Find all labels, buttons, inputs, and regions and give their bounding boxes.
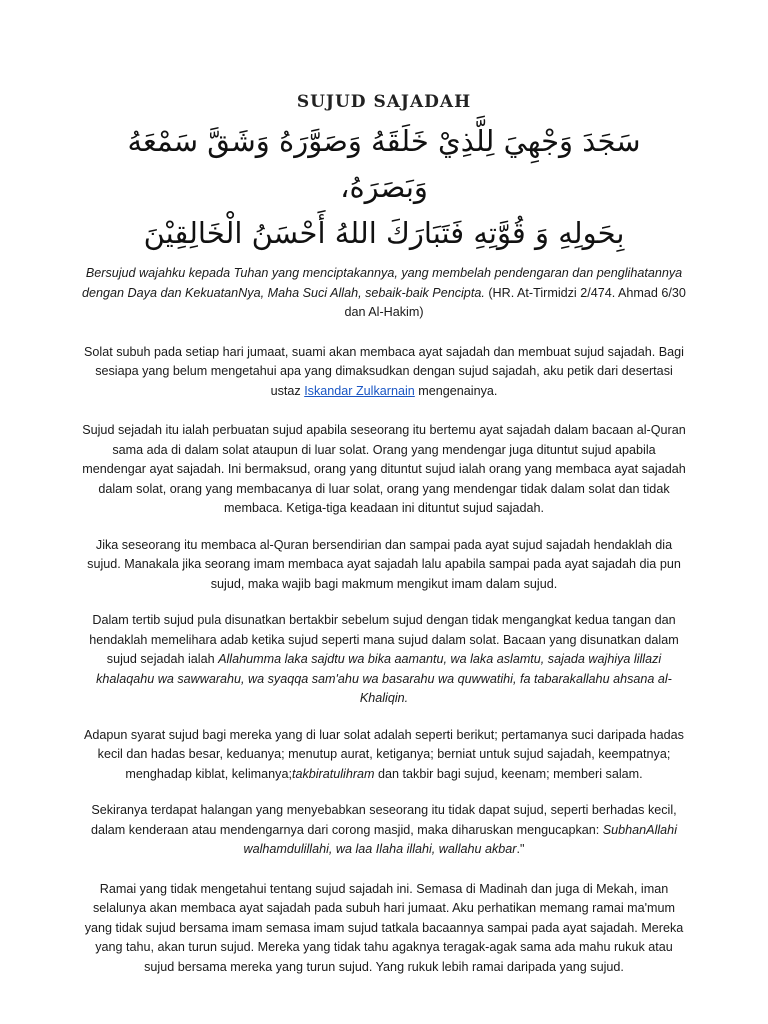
arabic-supplication [80, 118, 688, 256]
translation-paragraph [80, 264, 688, 323]
exemption-text-end: ." [516, 842, 525, 856]
translation-text: Bersujud wajahku kepada Tuhan yang menciptakannya, yang membelah pendengaran dan penglihatannya dengan Daya dan KekuatanNya, Maha Suci Allah, sebaik-baik Pencipta. [82, 266, 683, 300]
definition-paragraph: Sujud sejadah itu ialah perbuatan sujud apabila seseorang itu bertemu ayat sajadah dalam bacaan al-Quran sama ada di dalam solat ataupun di luar solat. Orang yang mendengar juga dituntut sujud apabila mendengar ayat sajadah. Ini bermaksud, orang yang dituntut sujud ialah orang yang membaca ayat sajadah dalam solat, orang yang membacanya di luar solat, orang yang mendengar tidak dalam solat dan tidak membaca. Ketiga-tiga keadaan ini dituntut sujud sajadah. [82, 423, 686, 515]
author-link[interactable]: Iskandar Zulkarnain [304, 383, 415, 398]
exemption-paragraph [80, 801, 688, 860]
tasbih-text: SubhanAllahi walhamdulillahi, wa laa Ilaha illahi, wallahu akbar [243, 822, 677, 856]
takbir-term: takbiratulihram [291, 766, 375, 781]
arabic-line-2: بِحَولِهِ وَ قُوَّتِهِ فَتَبَارَكَ اللهُ أَحْسَنُ الْخَالِقِيْنَ [143, 216, 625, 250]
intro-paragraph [80, 343, 688, 402]
page-title: SUJUD SAJADAH [296, 92, 472, 112]
exemption-text: Sekiranya terdapat halangan yang menyebabkan seseorang itu tidak dapat sujud, seperti berhadas kecil, dalam kenderaan atau mendengarnya dari corong masjid, maka diharuskan mengucapkan: [91, 803, 677, 837]
intro-text-end: mengenainya. [414, 383, 498, 398]
conditions-text-end: dan takbir bagi sujud, keenam; memberi salam. [374, 766, 643, 781]
conditions-paragraph [80, 726, 688, 785]
recitation-text: Allahumma laka sajdtu wa bika aamantu, wa laka aslamtu, sajada wajhiya lillazi khalaqahu wa sawwarahu, wa syaqqa sam'ahu wa basarahu wa quwwatihi, fa tabarakallahu ahsana al-Khaliqin. [96, 652, 672, 705]
conditions-text: Adapun syarat sujud bagi mereka yang di luar solat adalah seperti berikut; pertamanya suci daripada hadas kecil dan hadas besar, keduanya; menutup aurat, ketiganya; berniat untuk sujud sajadah, keempatnya; menghadap kiblat, kelimanya; [84, 727, 684, 781]
reading-alone-paragraph: Jika seseorang itu membaca al-Quran bersendirian dan sampai pada ayat sujud sajadah hendaklah dia sujud. Manakala jika seorang imam membaca ayat sajadah lalu apabila sampai pada ayat sajadah dia pun sujud, maka wajib bagi makmum mengikut imam dalam sujud. [87, 537, 681, 591]
hadith-reference: (HR. At-Tirmidzi 2/474. Ahmad 6/30 dan Al-Hakim) [344, 285, 686, 319]
procedure-text: Dalam tertib sujud pula disunatkan bertakbir sebelum sujud dengan tidak mengangkat kedua tangan dan hendaklah memelihara adab ketika sujud seperti mana sujud dalam solat. Bacaan yang disunatkan dalam sujud sejadah ialah [89, 613, 679, 666]
arabic-line-1: سَجَدَ وَجْهِيَ لِلَّذِيْ خَلَقَهُ وَصَوَّرَهُ وَشَقَّ سَمْعَهُ وَبَصَرَهُ، [127, 124, 641, 204]
intro-text: Solat subuh pada setiap hari jumaat, suami akan membaca ayat sajadah dan membuat sujud sajadah. Bagi sesiapa yang belum mengetahui apa yang dimaksudkan dengan sujud sajadah, aku petik dari desertasi ustaz [84, 344, 684, 398]
observation-paragraph: Ramai yang tidak mengetahui tentang sujud sajadah ini. Semasa di Madinah dan juga di Mekah, iman selalunya akan membaca ayat sajadah pada subuh hari jumaat. Aku perhatikan memang ramai ma'mum yang tidak sujud bersama imam semasa imam sujud tatkala bacaannya sampai pada ayat sajadah. Mereka yang tahu, akan turun sujud. Mereka yang tidak tahu agaknya teragak-agak sama ada mahu rukuk atau sujud bersama mereka yang turun sujud. Yang rukuk lebih ramai daripada yang sujud. [84, 881, 684, 974]
procedure-paragraph [80, 611, 688, 709]
